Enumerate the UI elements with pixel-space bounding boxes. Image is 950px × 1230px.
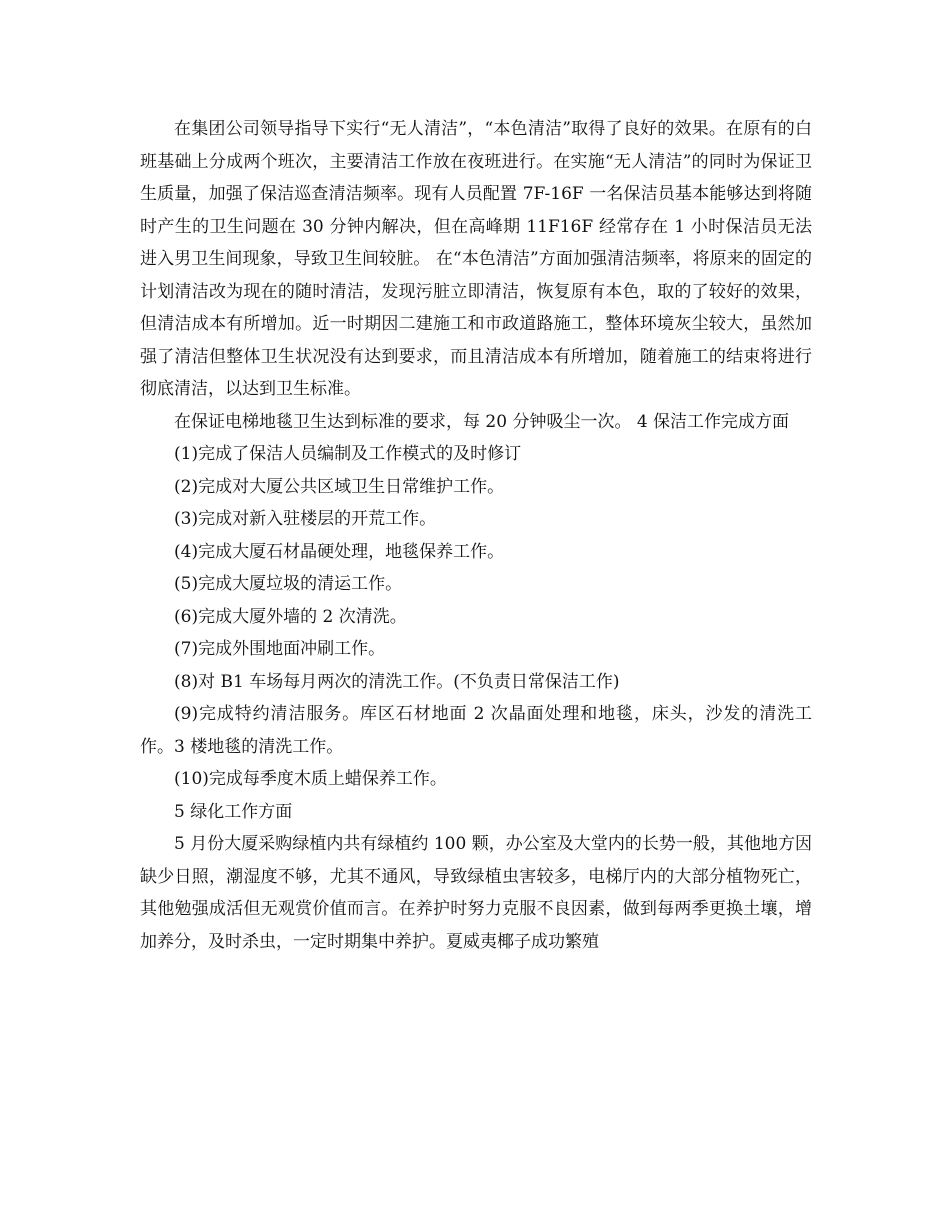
list-item: (10)完成每季度木质上蜡保养工作。 <box>174 769 447 789</box>
list-item: (2)完成对大厦公共区域卫生日常维护工作。 <box>174 476 505 497</box>
list-item: (8)对 B1 车场每月两次的清洗工作。(不负责日常保洁工作) <box>174 671 620 692</box>
list-item: (4)完成大厦石材晶硬处理，地毯保养工作。 <box>174 541 505 562</box>
completed-work-list <box>140 438 812 796</box>
list-item: (6)完成大厦外墙的 2 次清洗。 <box>174 606 407 627</box>
paragraph-greening: 5 月份大厦采购绿植内共有绿植约 100 颗，办公室及大堂内的长势一般，其他地方因缺少日照，潮湿度不够，尤其不通风，导致绿植虫害较多，电梯厅内的大部分植物死亡，其他勉强成活但无观赏价值而言。在养护时努力克服不良因素，做到每两季更换土壤，增加养分，及时杀虫，一定时期集中养护。夏威夷椰子成功繁殖 <box>140 834 812 952</box>
list-item: (7)完成外围地面冲刷工作。 <box>174 639 386 659</box>
list-item: (9)完成特约清洁服务。库区石材地面 2 次晶面处理和地毯，床头，沙发的清洗工作。3 楼地毯的清洗工作。 <box>140 704 812 757</box>
paragraph-cleaning-practice: 在集团公司领导指导下实行“无人清洁”，“本色清洁”取得了良好的效果。在原有的白班基础上分成两个班次，主要清洁工作放在夜班进行。在实施“无人清洁”的同时为保证卫生质量，加强了保洁巡查清洁频率。现有人员配置 7F-16F 一名保洁员基本能够达到将随时产生的卫生问题在 30 分钟内解决，但在高峰期 11F16F 经常存在 1 小时保洁员无法进入男卫生间现象，导致卫生间较脏。 在“本色清洁”方面加强清洁频率，将原来的固定的计划清洁改为现在的随时清洁，发现污脏立即清洁，恢复原有本色，取的了较好的效果，但清洁成本有所增加。近一时期因二建施工和市政道路施工，整体环境灰尘较大，虽然加强了清洁但整体卫生状况没有达到要求，而且清洁成本有所增加，随着施工的结束将进行彻底清洁，以达到卫生标准。 <box>140 119 812 399</box>
paragraph-elevator-carpet: 在保证电梯地毯卫生达到标准的要求，每 20 分钟吸尘一次。 4 保洁工作完成方面 <box>174 411 790 432</box>
section-heading-greening: 5 绿化工作方面 <box>174 801 293 822</box>
list-item: (3)完成对新入驻楼层的开荒工作。 <box>174 509 437 529</box>
document-page <box>140 113 812 958</box>
list-item: (5)完成大厦垃圾的清运工作。 <box>174 574 403 594</box>
list-item: (1)完成了保洁人员编制及工作模式的及时修订 <box>174 444 522 464</box>
